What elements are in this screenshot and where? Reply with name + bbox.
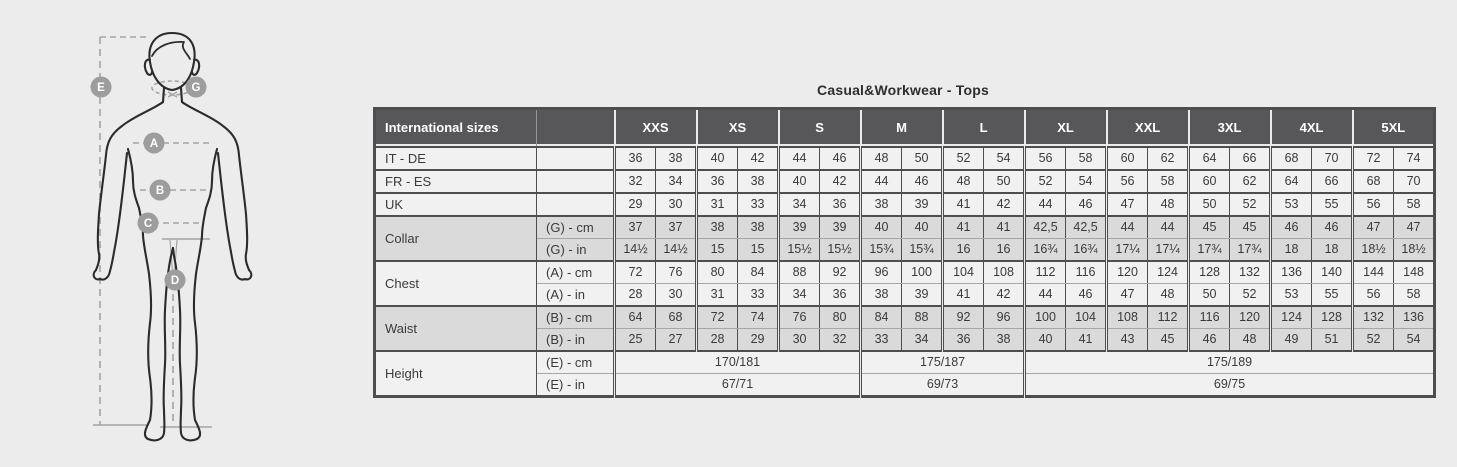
size-value-cell: 60 bbox=[1107, 147, 1148, 170]
neck-left bbox=[163, 88, 164, 102]
size-value-cell: 46 bbox=[902, 170, 943, 193]
size-value-cell: 50 bbox=[1189, 283, 1230, 306]
size-value-cell: 100 bbox=[1025, 306, 1066, 329]
size-value-cell: 62 bbox=[1148, 147, 1189, 170]
measurement-label: (E) - cm bbox=[537, 351, 615, 374]
marker-letter-b: B bbox=[155, 185, 165, 197]
marker-letter-c: C bbox=[143, 218, 153, 230]
size-header-s: S bbox=[779, 109, 861, 147]
size-table bbox=[373, 107, 1436, 398]
size-value-cell: 36 bbox=[943, 328, 984, 351]
size-value-cell: 53 bbox=[1271, 283, 1312, 306]
size-value-cell: 54 bbox=[984, 147, 1025, 170]
size-value-cell: 52 bbox=[943, 147, 984, 170]
size-value-cell: 48 bbox=[861, 147, 902, 170]
size-value-cell: 18 bbox=[1312, 238, 1353, 261]
right-torso-leg-outline bbox=[170, 149, 217, 440]
marker-letter-e: E bbox=[97, 82, 105, 94]
size-value-cell: 48 bbox=[943, 170, 984, 193]
size-value-cell: 148 bbox=[1394, 261, 1435, 284]
size-value-cell: 53 bbox=[1271, 193, 1312, 216]
size-value-cell: 47 bbox=[1353, 216, 1394, 239]
table-row bbox=[375, 193, 1435, 216]
marker-letter-g: G bbox=[191, 82, 201, 94]
size-value-cell: 49 bbox=[1271, 328, 1312, 351]
size-value-cell: 128 bbox=[1189, 261, 1230, 284]
size-value-cell: 104 bbox=[1066, 306, 1107, 329]
corner-header-cell: International sizes bbox=[375, 109, 537, 147]
size-value-cell: 17¼ bbox=[1107, 238, 1148, 261]
size-value-cell: 41 bbox=[1066, 328, 1107, 351]
size-value-cell: 50 bbox=[902, 147, 943, 170]
size-value-cell: 16¾ bbox=[1025, 238, 1066, 261]
size-value-cell: 58 bbox=[1066, 147, 1107, 170]
size-header-xs: XS bbox=[697, 109, 779, 147]
size-value-cell: 56 bbox=[1107, 170, 1148, 193]
size-value-cell: 60 bbox=[1189, 170, 1230, 193]
size-header-3xl: 3XL bbox=[1189, 109, 1271, 147]
size-value-cell: 52 bbox=[1230, 283, 1271, 306]
size-value-cell: 48 bbox=[1148, 283, 1189, 306]
size-value-cell: 16 bbox=[984, 238, 1025, 261]
size-value-cell: 45 bbox=[1230, 216, 1271, 239]
size-value-cell: 36 bbox=[820, 193, 861, 216]
size-value-cell: 44 bbox=[779, 147, 820, 170]
size-value-cell: 58 bbox=[1148, 170, 1189, 193]
size-value-cell: 47 bbox=[1107, 283, 1148, 306]
size-value-cell: 136 bbox=[1394, 306, 1435, 329]
size-value-cell: 30 bbox=[779, 328, 820, 351]
size-span-cell: 67/71 bbox=[615, 373, 861, 396]
size-value-cell: 46 bbox=[1189, 328, 1230, 351]
row-group-label: UK bbox=[375, 193, 537, 216]
size-value-cell: 40 bbox=[779, 170, 820, 193]
size-value-cell: 29 bbox=[615, 193, 656, 216]
size-value-cell: 44 bbox=[1025, 283, 1066, 306]
size-value-cell: 44 bbox=[1025, 193, 1066, 216]
size-header-row bbox=[375, 109, 1435, 147]
size-value-cell: 18 bbox=[1271, 238, 1312, 261]
size-value-cell: 51 bbox=[1312, 328, 1353, 351]
size-span-cell: 175/189 bbox=[1025, 351, 1435, 374]
size-value-cell: 42 bbox=[984, 193, 1025, 216]
size-value-cell: 80 bbox=[820, 306, 861, 329]
size-value-cell: 47 bbox=[1394, 216, 1435, 239]
size-value-cell: 120 bbox=[1230, 306, 1271, 329]
size-value-cell: 66 bbox=[1230, 147, 1271, 170]
size-value-cell: 42,5 bbox=[1025, 216, 1066, 239]
size-value-cell: 36 bbox=[697, 170, 738, 193]
size-value-cell: 72 bbox=[697, 306, 738, 329]
size-header-5xl: 5XL bbox=[1353, 109, 1435, 147]
size-value-cell: 68 bbox=[1353, 170, 1394, 193]
size-value-cell: 38 bbox=[861, 283, 902, 306]
size-value-cell: 132 bbox=[1230, 261, 1271, 284]
size-value-cell: 37 bbox=[615, 216, 656, 239]
size-value-cell: 38 bbox=[697, 216, 738, 239]
size-value-cell: 41 bbox=[943, 283, 984, 306]
size-value-cell: 80 bbox=[697, 261, 738, 284]
size-value-cell: 18½ bbox=[1353, 238, 1394, 261]
size-value-cell: 64 bbox=[615, 306, 656, 329]
table-row bbox=[375, 261, 1435, 284]
measurement-label: (B) - in bbox=[537, 328, 615, 351]
marker-letter-a: A bbox=[149, 138, 159, 150]
size-value-cell: 74 bbox=[738, 306, 779, 329]
size-value-cell: 76 bbox=[779, 306, 820, 329]
size-value-cell: 56 bbox=[1025, 147, 1066, 170]
row-group-label: Height bbox=[375, 351, 537, 397]
size-value-cell: 58 bbox=[1394, 193, 1435, 216]
size-value-cell: 70 bbox=[1394, 170, 1435, 193]
measurement-label: (G) - cm bbox=[537, 216, 615, 239]
size-value-cell: 76 bbox=[656, 261, 697, 284]
measurement-label: (B) - cm bbox=[537, 306, 615, 329]
size-value-cell: 50 bbox=[984, 170, 1025, 193]
size-value-cell: 54 bbox=[1394, 328, 1435, 351]
size-value-cell: 34 bbox=[779, 193, 820, 216]
table-row bbox=[375, 216, 1435, 239]
size-span-cell: 170/181 bbox=[615, 351, 861, 374]
size-value-cell: 44 bbox=[1148, 216, 1189, 239]
size-value-cell: 140 bbox=[1312, 261, 1353, 284]
size-table-area bbox=[373, 81, 1433, 398]
measurement-markers bbox=[91, 77, 207, 291]
row-group-label: Chest bbox=[375, 261, 537, 306]
size-value-cell: 16 bbox=[943, 238, 984, 261]
size-header-xxs: XXS bbox=[615, 109, 697, 147]
size-value-cell: 42,5 bbox=[1066, 216, 1107, 239]
size-value-cell: 32 bbox=[615, 170, 656, 193]
size-value-cell: 32 bbox=[820, 328, 861, 351]
measurement-label: (E) - in bbox=[537, 373, 615, 396]
size-value-cell: 40 bbox=[697, 147, 738, 170]
size-value-cell: 56 bbox=[1353, 193, 1394, 216]
size-value-cell: 46 bbox=[1312, 216, 1353, 239]
size-value-cell: 33 bbox=[738, 283, 779, 306]
size-value-cell: 108 bbox=[1107, 306, 1148, 329]
size-value-cell: 27 bbox=[656, 328, 697, 351]
size-value-cell: 124 bbox=[1271, 306, 1312, 329]
size-value-cell: 112 bbox=[1148, 306, 1189, 329]
size-value-cell: 100 bbox=[902, 261, 943, 284]
size-value-cell: 15½ bbox=[779, 238, 820, 261]
neck-right bbox=[181, 88, 182, 102]
collar-front-marker bbox=[168, 92, 177, 97]
size-value-cell: 38 bbox=[738, 170, 779, 193]
size-value-cell: 15¾ bbox=[861, 238, 902, 261]
size-value-cell: 84 bbox=[861, 306, 902, 329]
size-value-cell: 72 bbox=[615, 261, 656, 284]
size-value-cell: 37 bbox=[656, 216, 697, 239]
size-value-cell: 96 bbox=[984, 306, 1025, 329]
size-span-cell: 69/75 bbox=[1025, 373, 1435, 396]
size-value-cell: 52 bbox=[1025, 170, 1066, 193]
size-value-cell: 34 bbox=[656, 170, 697, 193]
measurement-label bbox=[537, 193, 615, 216]
size-value-cell: 29 bbox=[738, 328, 779, 351]
size-value-cell: 68 bbox=[656, 306, 697, 329]
size-value-cell: 31 bbox=[697, 283, 738, 306]
size-value-cell: 136 bbox=[1271, 261, 1312, 284]
size-value-cell: 44 bbox=[861, 170, 902, 193]
size-value-cell: 46 bbox=[820, 147, 861, 170]
size-header-m: M bbox=[861, 109, 943, 147]
size-value-cell: 38 bbox=[984, 328, 1025, 351]
size-value-cell: 40 bbox=[861, 216, 902, 239]
size-value-cell: 39 bbox=[779, 216, 820, 239]
size-header-4xl: 4XL bbox=[1271, 109, 1353, 147]
size-value-cell: 46 bbox=[1271, 216, 1312, 239]
size-value-cell: 39 bbox=[902, 193, 943, 216]
row-group-label: Waist bbox=[375, 306, 537, 351]
size-value-cell: 16¾ bbox=[1066, 238, 1107, 261]
size-header-l: L bbox=[943, 109, 1025, 147]
size-value-cell: 120 bbox=[1107, 261, 1148, 284]
size-value-cell: 14½ bbox=[656, 238, 697, 261]
row-group-label: FR - ES bbox=[375, 170, 537, 193]
size-value-cell: 112 bbox=[1025, 261, 1066, 284]
size-value-cell: 15¾ bbox=[902, 238, 943, 261]
size-value-cell: 44 bbox=[1107, 216, 1148, 239]
marker-letter-d: D bbox=[170, 275, 180, 287]
size-value-cell: 58 bbox=[1394, 283, 1435, 306]
row-group-label: Collar bbox=[375, 216, 537, 261]
size-value-cell: 66 bbox=[1312, 170, 1353, 193]
size-value-cell: 42 bbox=[738, 147, 779, 170]
size-value-cell: 41 bbox=[943, 216, 984, 239]
size-value-cell: 30 bbox=[656, 193, 697, 216]
body-measurement-figure bbox=[60, 8, 300, 460]
size-value-cell: 45 bbox=[1189, 216, 1230, 239]
size-value-cell: 96 bbox=[861, 261, 902, 284]
size-value-cell: 50 bbox=[1189, 193, 1230, 216]
size-value-cell: 144 bbox=[1353, 261, 1394, 284]
size-value-cell: 45 bbox=[1148, 328, 1189, 351]
size-value-cell: 15½ bbox=[820, 238, 861, 261]
size-value-cell: 84 bbox=[738, 261, 779, 284]
size-value-cell: 108 bbox=[984, 261, 1025, 284]
size-value-cell: 14½ bbox=[615, 238, 656, 261]
size-value-cell: 64 bbox=[1189, 147, 1230, 170]
size-value-cell: 18½ bbox=[1394, 238, 1435, 261]
size-value-cell: 70 bbox=[1312, 147, 1353, 170]
size-span-cell: 69/73 bbox=[861, 373, 1025, 396]
size-value-cell: 34 bbox=[902, 328, 943, 351]
table-row bbox=[375, 170, 1435, 193]
size-value-cell: 30 bbox=[656, 283, 697, 306]
size-value-cell: 64 bbox=[1271, 170, 1312, 193]
size-value-cell: 38 bbox=[656, 147, 697, 170]
size-value-cell: 42 bbox=[984, 283, 1025, 306]
size-value-cell: 68 bbox=[1271, 147, 1312, 170]
size-value-cell: 55 bbox=[1312, 283, 1353, 306]
size-value-cell: 48 bbox=[1148, 193, 1189, 216]
size-value-cell: 88 bbox=[779, 261, 820, 284]
size-value-cell: 132 bbox=[1353, 306, 1394, 329]
size-value-cell: 42 bbox=[820, 170, 861, 193]
measurement-label bbox=[537, 170, 615, 193]
size-value-cell: 104 bbox=[943, 261, 984, 284]
size-value-cell: 52 bbox=[1353, 328, 1394, 351]
size-value-cell: 33 bbox=[861, 328, 902, 351]
size-value-cell: 56 bbox=[1353, 283, 1394, 306]
size-value-cell: 34 bbox=[779, 283, 820, 306]
size-value-cell: 88 bbox=[902, 306, 943, 329]
size-value-cell: 40 bbox=[902, 216, 943, 239]
size-value-cell: 46 bbox=[1066, 283, 1107, 306]
size-header-xxl: XXL bbox=[1107, 109, 1189, 147]
size-value-cell: 116 bbox=[1189, 306, 1230, 329]
size-value-cell: 92 bbox=[943, 306, 984, 329]
size-value-cell: 17¾ bbox=[1189, 238, 1230, 261]
table-row bbox=[375, 306, 1435, 329]
measurement-label: (G) - in bbox=[537, 238, 615, 261]
size-value-cell: 36 bbox=[820, 283, 861, 306]
size-value-cell: 116 bbox=[1066, 261, 1107, 284]
size-value-cell: 52 bbox=[1230, 193, 1271, 216]
size-span-cell: 175/187 bbox=[861, 351, 1025, 374]
size-value-cell: 124 bbox=[1148, 261, 1189, 284]
size-value-cell: 41 bbox=[943, 193, 984, 216]
size-value-cell: 54 bbox=[1066, 170, 1107, 193]
size-value-cell: 43 bbox=[1107, 328, 1148, 351]
size-value-cell: 28 bbox=[615, 283, 656, 306]
measurement-label: (A) - in bbox=[537, 283, 615, 306]
size-value-cell: 17¼ bbox=[1148, 238, 1189, 261]
size-value-cell: 39 bbox=[820, 216, 861, 239]
size-value-cell: 72 bbox=[1353, 147, 1394, 170]
size-value-cell: 38 bbox=[861, 193, 902, 216]
size-value-cell: 38 bbox=[738, 216, 779, 239]
size-value-cell: 15 bbox=[697, 238, 738, 261]
header-spacer-cell bbox=[537, 109, 615, 147]
measurement-label bbox=[537, 147, 615, 170]
body-figure-svg bbox=[60, 8, 300, 460]
size-value-cell: 92 bbox=[820, 261, 861, 284]
size-value-cell: 17¾ bbox=[1230, 238, 1271, 261]
row-group-label: IT - DE bbox=[375, 147, 537, 170]
size-value-cell: 128 bbox=[1312, 306, 1353, 329]
size-value-cell: 36 bbox=[615, 147, 656, 170]
table-row bbox=[375, 147, 1435, 170]
size-value-cell: 28 bbox=[697, 328, 738, 351]
size-value-cell: 39 bbox=[902, 283, 943, 306]
size-value-cell: 48 bbox=[1230, 328, 1271, 351]
table-row bbox=[375, 351, 1435, 374]
size-table-body bbox=[375, 147, 1435, 397]
size-value-cell: 55 bbox=[1312, 193, 1353, 216]
size-value-cell: 74 bbox=[1394, 147, 1435, 170]
size-value-cell: 46 bbox=[1066, 193, 1107, 216]
size-header-xl: XL bbox=[1025, 109, 1107, 147]
size-value-cell: 15 bbox=[738, 238, 779, 261]
size-value-cell: 40 bbox=[1025, 328, 1066, 351]
size-value-cell: 62 bbox=[1230, 170, 1271, 193]
hair-line bbox=[152, 42, 190, 59]
size-value-cell: 25 bbox=[615, 328, 656, 351]
size-value-cell: 41 bbox=[984, 216, 1025, 239]
table-title: Casual&Workwear - Tops bbox=[817, 82, 989, 98]
size-value-cell: 31 bbox=[697, 193, 738, 216]
size-value-cell: 47 bbox=[1107, 193, 1148, 216]
measurement-label: (A) - cm bbox=[537, 261, 615, 284]
size-value-cell: 33 bbox=[738, 193, 779, 216]
